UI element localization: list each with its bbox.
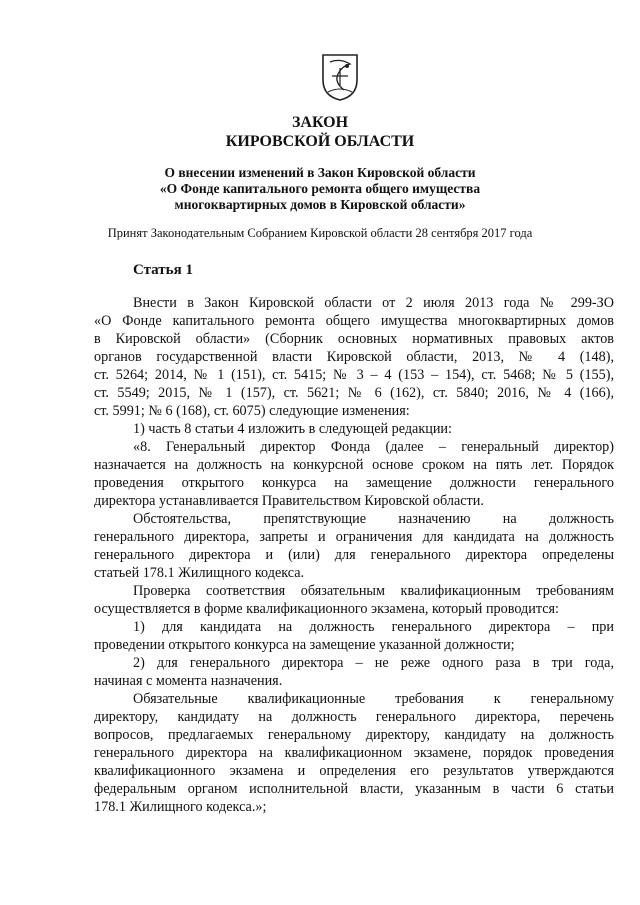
- document-title: ЗАКОН: [291, 114, 349, 131]
- body-text-line: ст. 5264; 2014, № 1 (151), ст. 5415; № 3 – 4 (153 – 154), ст. 5468; № 5 (155),: [94, 367, 614, 383]
- body-text-line: в Кировской области» (Сборник основных нормативных правовых актов: [94, 331, 614, 347]
- body-text-line: 2) для генерального директора – не реже одного раза в три года,: [133, 655, 614, 671]
- body-text-line: Обязательные квалификационные требования к генеральному: [133, 691, 614, 707]
- body-text-line: ст. 5991; № 6 (168), ст. 6075) следующие изменения:: [94, 403, 410, 419]
- body-text-line: 1) для кандидата на должность генерального директора – при: [133, 619, 614, 635]
- body-text-line: осуществляется в форме квалификационного экзамена, который проводится:: [94, 601, 559, 617]
- body-text-line: 178.1 Жилищного кодекса.»;: [94, 799, 267, 815]
- body-text-line: органов государственной власти Кировской области, 2013, № 4 (148),: [94, 349, 614, 365]
- body-text-line: Обстоятельства, препятствующие назначению на должность: [133, 511, 614, 527]
- article-heading: Статья 1: [133, 262, 193, 278]
- body-text-line: проведения открытого конкурса на замещение должности генерального: [94, 475, 614, 491]
- body-text-line: директора устанавливается Правительством Кировской области.: [94, 493, 484, 509]
- body-text-line: «О Фонде капитального ремонта общего имущества многоквартирных домов: [94, 313, 614, 329]
- body-text-line: квалификационного экзамена и определения его результатов утверждаются: [94, 763, 614, 779]
- kirov-coat-of-arms-icon: [320, 52, 360, 102]
- body-text-line: генерального директора на квалификационном экзамене, порядок проведения: [94, 745, 614, 761]
- body-text-line: начиная с момента назначения.: [94, 673, 283, 689]
- law-subtitle-line: многоквартирных домов в Кировской области»: [174, 197, 466, 212]
- body-text-line: генерального директора, запреты и ограничения для кандидата на должность: [94, 529, 614, 545]
- body-text-line: ст. 5549; 2015, № 1 (157), ст. 5621; № 6 (162), ст. 5840; 2016, № 4 (166),: [94, 385, 614, 401]
- law-subtitle-line: О внесении изменений в Закон Кировской области: [164, 165, 476, 180]
- document-title-region: КИРОВСКОЙ ОБЛАСТИ: [225, 133, 415, 150]
- body-text-line: «8. Генеральный директор Фонда (далее – генеральный директор): [133, 439, 614, 455]
- body-text-line: Проверка соответствия обязательным квалификационным требованиям: [133, 583, 614, 599]
- body-text-line: назначается на должность на конкурсной основе сроком на пять лет. Порядок: [94, 457, 614, 473]
- body-text-line: вопросов, предлагаемых генеральному директору, кандидату на должность: [94, 727, 614, 743]
- body-text-line: директору, кандидату на должность генерального директора, перечень: [94, 709, 614, 725]
- adoption-note: Принят Законодательным Собранием Кировской области 28 сентября 2017 года: [107, 226, 533, 240]
- body-text-line: проведении открытого конкурса на замещение указанной должности;: [94, 637, 515, 653]
- body-text-line: генерального директора и (или) для генерального директора определены: [94, 547, 614, 563]
- law-subtitle-line: «О Фонде капитального ремонта общего имущества: [159, 181, 481, 196]
- body-text-line: 1) часть 8 статьи 4 изложить в следующей редакции:: [133, 421, 452, 437]
- body-text-line: федеральным органом исполнительной власти, указанным в части 6 статьи: [94, 781, 614, 797]
- body-text-line: статьей 178.1 Жилищного кодекса.: [94, 565, 305, 581]
- body-text-line: Внести в Закон Кировской области от 2 июля 2013 года № 299-ЗО: [133, 295, 614, 311]
